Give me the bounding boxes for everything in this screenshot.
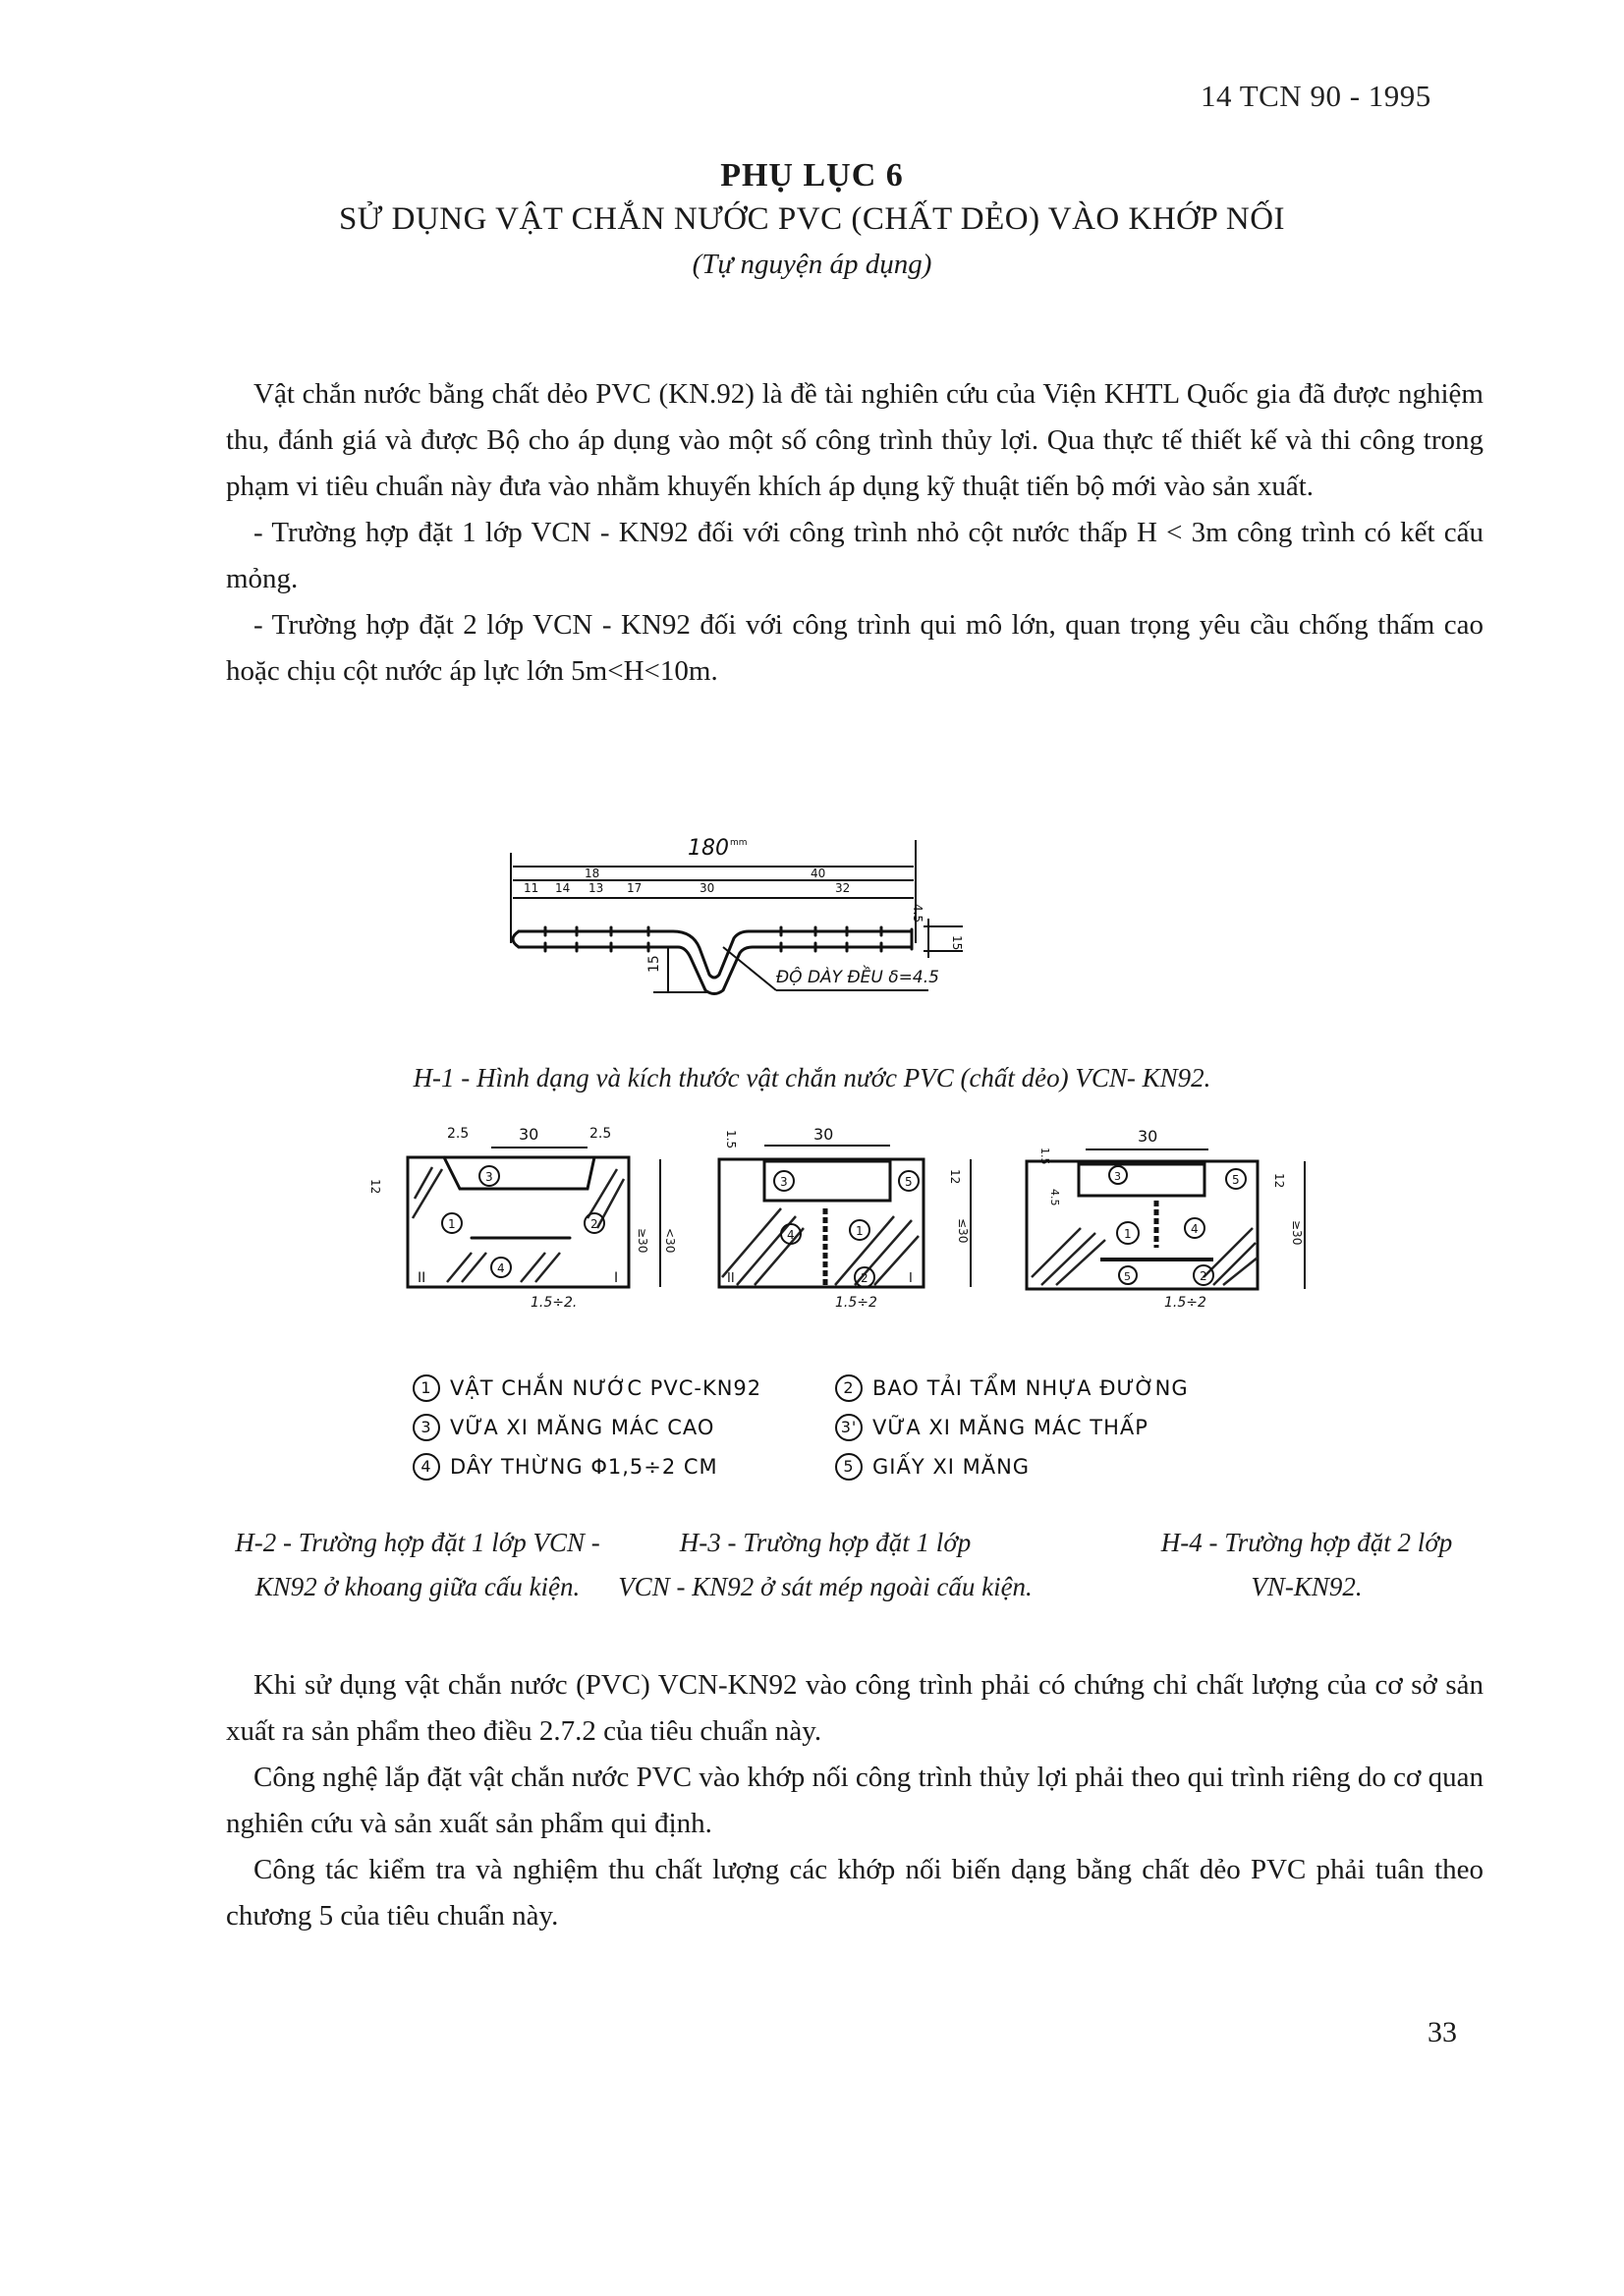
legend-text: BAO TẢI TẨM NHỰA ĐƯỜNG [872,1376,1189,1400]
figure-h3-drawing [688,1110,1002,1326]
figure-legend [413,1369,1297,1486]
h3-dim-depth: 12 [948,1169,962,1185]
svg-text:1: 1 [856,1224,864,1238]
legend-number: 1 [413,1374,440,1402]
dim-row2: 17 [627,881,643,895]
h4-dim-side-b: 4.5 [1048,1189,1061,1206]
h4-dim-top-label: 30 [1138,1127,1158,1146]
intro-paragraph: Vật chắn nước bằng chất dẻo PVC (KN.92) là đề tài nghiên cứu của Viện KHTL Quốc gia đã được nghiệm thu, đánh giá và được Bộ cho áp dụng vào một số công trình thủy lợi. Qua thực tế thiết kế và thi công trong phạm vi tiêu chuẩn này đưa vào nhằm khuyến khích áp dụng kỹ thuật tiến bộ mới vào sản xuất. [226,378,1484,502]
closing-paragraph: Công tác kiểm tra và nghiệm thu chất lượng các khớp nối biến dạng bằng chất dẻo PVC phải tuân theo chương 5 của tiêu chuẩn này. [226,1854,1484,1932]
figure-h3-caption [609,1521,1041,1609]
svg-text:3: 3 [780,1175,788,1189]
closing-section [226,1662,1484,1939]
h4-labels [1109,1166,1246,1285]
bullet-double-layer: - Trường hợp đặt 2 lớp VCN - KN92 đối với công trình qui mô lớn, quan trọng yêu cầu chống thấm cao hoặc chịu cột nước áp lực lớn 5m<H<10m. [226,609,1484,687]
waterstop-left-bulb [513,931,519,947]
legend-number: 5 [835,1453,863,1481]
svg-text:5: 5 [1124,1270,1131,1283]
legend-row [413,1369,1297,1408]
figure-h4-caption [1125,1521,1488,1609]
h3-dim-top-label: 30 [813,1125,834,1144]
dim-row1-a: 18 [585,867,600,880]
legend-text: VỮA XI MĂNG MÁC CAO [450,1416,715,1439]
dim-row1-b: 40 [811,867,826,880]
caption-line: VCN - KN92 ở sát mép ngoài cấu kiện. [618,1572,1033,1601]
h2-dim-right: 2.5 [589,1126,612,1142]
svg-text:3: 3 [1114,1170,1121,1183]
svg-text:4: 4 [1191,1222,1199,1236]
h2-dim-middle: 30 [519,1125,539,1144]
legend-text: DÂY THỪNG Φ1,5÷2 CM [450,1455,718,1479]
legend-row [413,1447,1297,1486]
legend-item [413,1414,835,1441]
figure-h4-drawing [1012,1110,1326,1326]
bullet-single-layer: - Trường hợp đặt 1 lớp VCN - KN92 đối với công trình nhỏ cột nước thấp H < 3m công trình có kết cấu mỏng. [226,517,1484,594]
h2-dim-gap: 1.5÷2. [531,1295,578,1311]
dim-row2: 11 [524,881,539,895]
dim-row2: 30 [700,881,715,895]
dim-side-label: 4.5 [911,904,924,924]
dim-unit: mm [730,838,748,848]
dim-total: 180 [688,836,729,861]
legend-text: VẬT CHẮN NƯỚC PVC-KN92 [450,1376,762,1400]
h4-dim-gap: 1.5÷2 [1164,1295,1206,1311]
legend-item [413,1374,835,1402]
h3-dim-height-label: ≤30 [956,1218,970,1244]
dim-height-label: 15 [950,935,964,951]
h2-dim-height2: <30 [663,1228,677,1254]
h2-dim-depth: 12 [368,1179,382,1195]
closing-paragraph: Công nghệ lắp đặt vật chắn nước PVC vào khớp nối công trình thủy lợi phải theo qui trình riêng do cơ quan nghiên cứu và sản xuất sản phẩm qui định. [226,1762,1484,1839]
h4-hatch [1032,1228,1258,1285]
appendix-title: PHỤ LỤC 6 [720,157,904,194]
h3-zone-i: I [909,1271,913,1286]
h4-dim-height-label: ≥30 [1290,1220,1304,1246]
svg-text:2: 2 [861,1271,868,1285]
legend-item [835,1374,1258,1402]
caption-line: H-3 - Trường hợp đặt 1 lớp [679,1528,972,1557]
h3-labels [774,1171,919,1287]
legend-item [413,1453,835,1481]
h3-zone-ii: II [727,1271,735,1286]
h4-outline [1027,1161,1258,1289]
intro-section [226,371,1484,695]
thickness-note: ĐỘ DÀY ĐỀU δ=4.5 [776,968,939,987]
h2-mortar-groove [444,1157,594,1189]
svg-text:2: 2 [590,1217,598,1231]
legend-item [835,1453,1258,1481]
legend-number: 4 [413,1453,440,1481]
legend-text: VỮA XI MĂNG MÁC THẤP [872,1416,1148,1439]
h2-dim-left: 2.5 [447,1126,470,1142]
applicability-note: (Tự nguyện áp dụng) [692,249,932,280]
page-number: 33 [1428,2016,1457,2048]
h2-zone-ii: II [418,1270,426,1286]
figure-h1-caption: H-1 - Hình dạng và kích thước vật chắn nước PVC (chất dẻo) VCN- KN92. [413,1063,1211,1092]
figure-h2-caption [211,1521,624,1609]
legend-number: 2 [835,1374,863,1402]
svg-text:5: 5 [1232,1173,1240,1187]
dim-row2: 14 [555,881,571,895]
h4-dim-side-a: 1.5 [1038,1148,1051,1165]
caption-line: H-2 - Trường hợp đặt 1 lớp VCN - [235,1528,600,1557]
legend-text: GIẤY XI MĂNG [872,1455,1031,1479]
legend-number: 3 [413,1414,440,1441]
figure-h2-drawing [354,1110,678,1326]
legend-row [413,1408,1297,1447]
svg-text:4: 4 [787,1228,795,1242]
leader [723,947,776,990]
page-title: SỬ DỤNG VẬT CHẮN NƯỚC PVC (CHẤT DẺO) VÀO KHỚP NỐI [338,201,1286,237]
h2-zone-i: I [614,1270,619,1286]
h3-dim-gap: 1.5÷2 [835,1295,877,1311]
h3-hatch [722,1208,919,1285]
h4-mortar [1079,1164,1204,1196]
caption-line: VN-KN92. [1251,1572,1363,1601]
legend-number: 3' [835,1414,863,1441]
legend-item [835,1414,1258,1441]
standard-code: 14 TCN 90 - 1995 [1201,79,1431,113]
svg-text:3: 3 [485,1170,493,1184]
figure-h1-drawing [491,825,1130,1022]
svg-text:1: 1 [448,1217,456,1231]
dim-depth: 15 [646,955,662,973]
dim-row2: 13 [588,881,604,895]
svg-text:2: 2 [1200,1269,1207,1283]
closing-paragraph: Khi sử dụng vật chắn nước (PVC) VCN-KN92 vào công trình phải có chứng chỉ chất lượng của cơ sở sản xuất ra sản phẩm theo điều 2.7.2 của tiêu chuẩn này. [226,1669,1484,1747]
h2-dim-height1: ≥30 [636,1228,649,1254]
h3-dim-side: 1.5 [724,1130,738,1149]
caption-line: H-4 - Trường hợp đặt 2 lớp [1160,1528,1453,1557]
caption-line: KN92 ở khoang giữa cấu kiện. [254,1572,581,1601]
svg-text:5: 5 [905,1175,913,1189]
dim-row2: 32 [835,881,851,895]
h4-dim-depth: 12 [1272,1173,1286,1189]
svg-text:4: 4 [497,1261,505,1275]
svg-text:1: 1 [1124,1227,1132,1241]
h3-outline [719,1159,924,1287]
